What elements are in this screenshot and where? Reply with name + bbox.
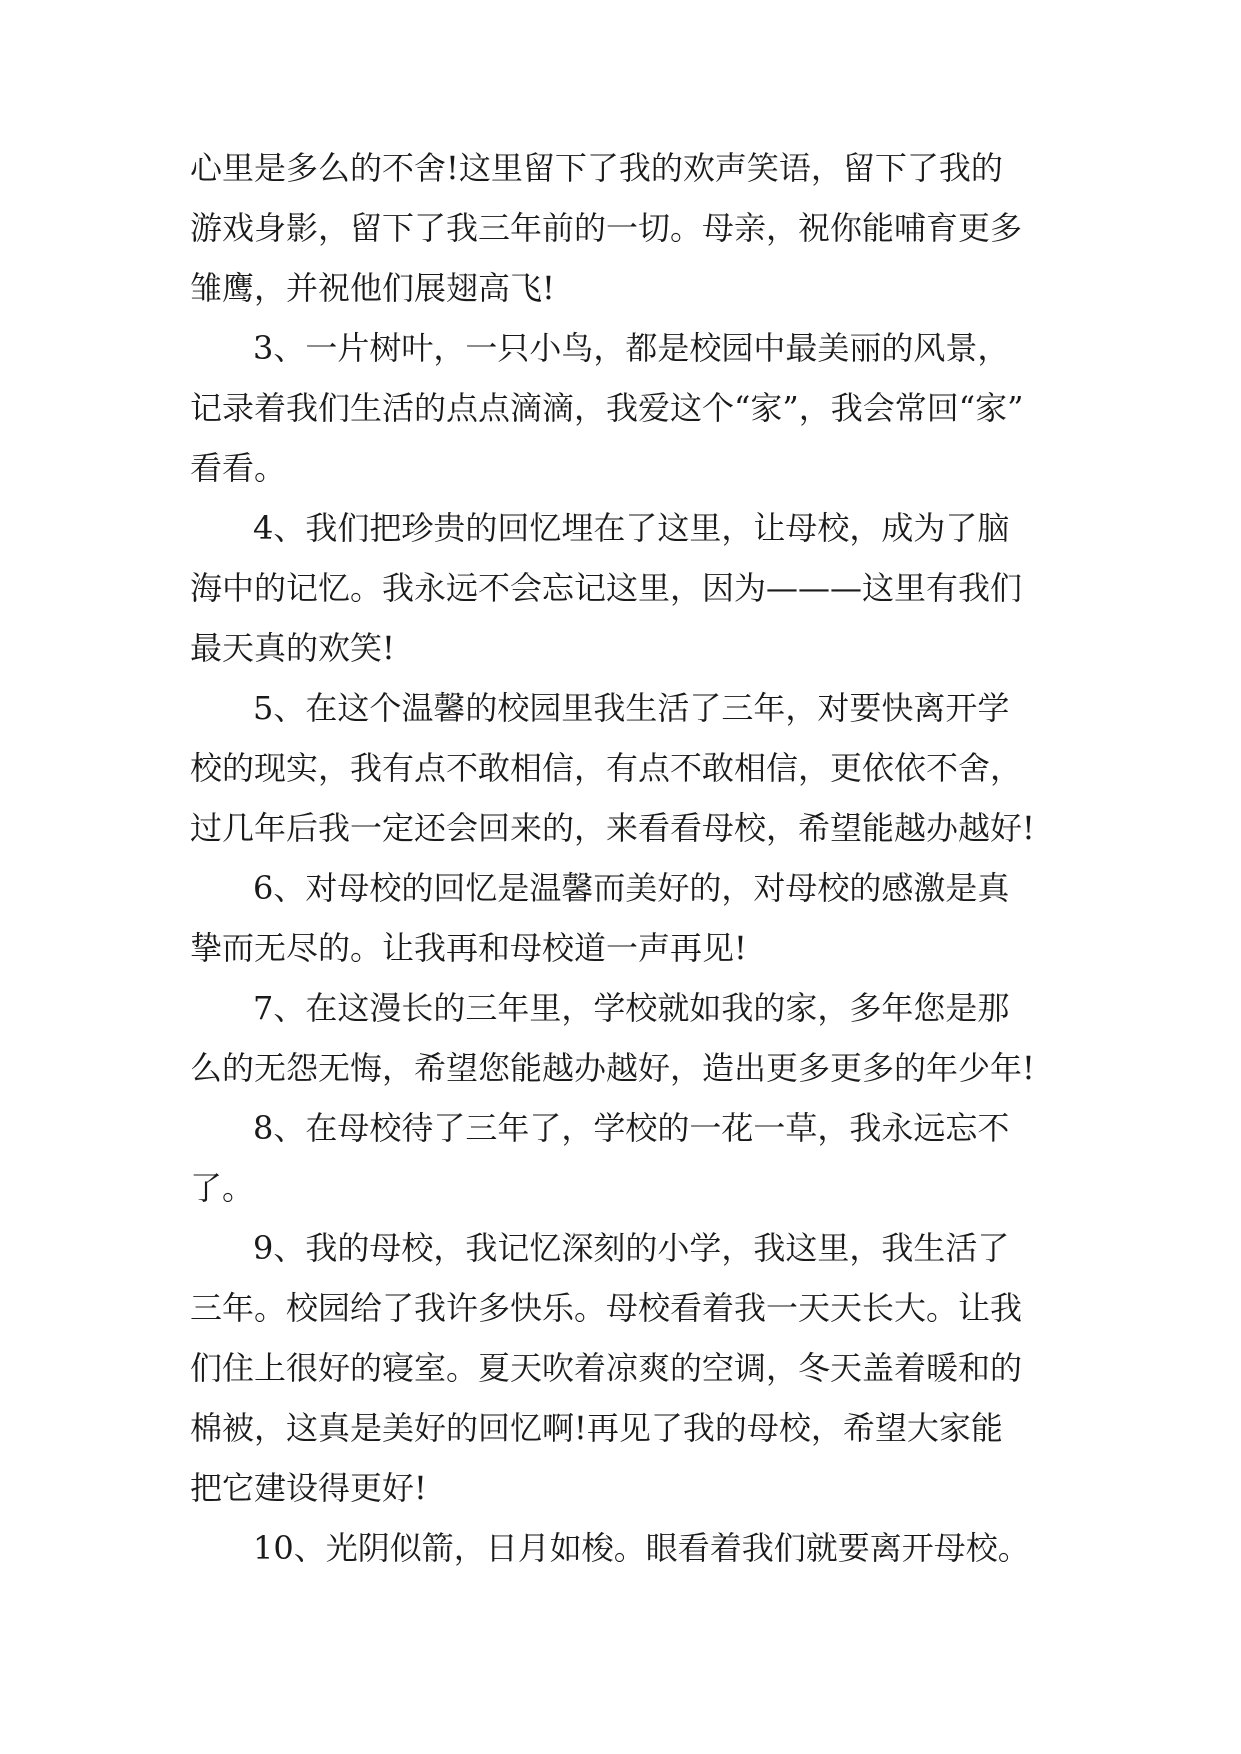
text-line: 9、我的母校，我记忆深刻的小学，我这里，我生活了	[253, 1229, 1010, 1267]
text-line: 游戏身影，留下了我三年前的一切。母亲，祝你能哺育更多	[190, 209, 1023, 247]
text-line: 7、在这漫长的三年里，学校就如我的家，多年您是那	[253, 989, 1010, 1027]
text-line: 5、在这个温馨的校园里我生活了三年，对要快离开学	[253, 689, 1010, 727]
text-line: 过几年后我一定还会回来的，来看看母校，希望能越办越好!	[190, 809, 1035, 847]
text-line: 心里是多么的不舍!这里留下了我的欢声笑语，留下了我的	[190, 149, 1003, 187]
text-line: 4、我们把珍贵的回忆埋在了这里，让母校，成为了脑	[253, 509, 1010, 547]
text-line: 雏鹰，并祝他们展翅高飞!	[190, 269, 555, 307]
text-line: 海中的记忆。我永远不会忘记这里，因为———这里有我们	[190, 569, 1023, 607]
text-line: 最天真的欢笑!	[190, 629, 395, 667]
text-line: 3、一片树叶，一只小鸟，都是校园中最美丽的风景，	[253, 329, 1010, 367]
text-line: 6、对母校的回忆是温馨而美好的，对母校的感激是真	[253, 869, 1010, 907]
text-line: 挚而无尽的。让我再和母校道一声再见!	[190, 929, 747, 967]
text-line: 10、光阴似箭，日月如梭。眼看着我们就要离开母校。	[253, 1529, 1030, 1567]
text-line: 棉被，这真是美好的回忆啊!再见了我的母校，希望大家能	[190, 1409, 1003, 1447]
text-line: 么的无怨无悔，希望您能越办越好，造出更多更多的年少年!	[190, 1049, 1035, 1087]
text-line: 三年。校园给了我许多快乐。母校看着我一天天长大。让我	[190, 1289, 1023, 1327]
text-line: 看看。	[190, 449, 287, 487]
text-line: 们住上很好的寝室。夏天吹着凉爽的空调，冬天盖着暖和的	[190, 1349, 1023, 1387]
text-line: 记录着我们生活的点点滴滴，我爱这个“家”，我会常回“家”	[190, 389, 1024, 427]
text-line: 8、在母校待了三年了，学校的一花一草，我永远忘不	[253, 1109, 1010, 1147]
text-line: 把它建设得更好!	[190, 1469, 427, 1507]
text-line: 了。	[190, 1169, 255, 1207]
text-line: 校的现实，我有点不敢相信，有点不敢相信，更依依不舍，	[190, 749, 1023, 787]
